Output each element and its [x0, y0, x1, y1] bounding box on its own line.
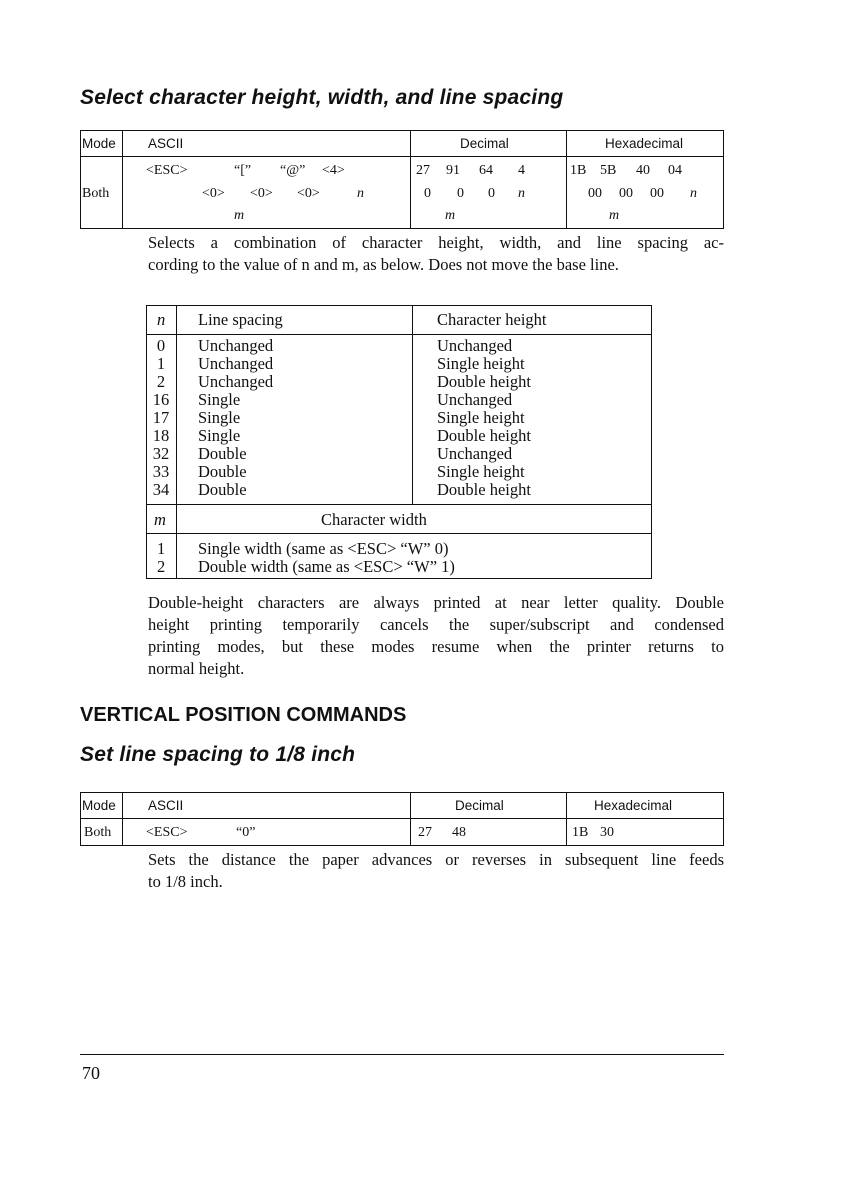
note-paragraph — [148, 592, 724, 680]
page-number: 70 — [82, 1063, 100, 1083]
hex-code: n — [690, 186, 697, 201]
column-divider — [412, 305, 413, 504]
decimal-code: n — [518, 186, 525, 201]
hex-code: 30 — [600, 825, 614, 840]
n-value: 33 — [152, 462, 170, 481]
mode-value: Both — [84, 825, 112, 840]
character-height-value: Double height — [437, 480, 531, 499]
column-divider — [176, 305, 177, 579]
hex-code: 04 — [668, 163, 682, 178]
header-ascii: ASCII — [148, 798, 184, 813]
description-line: cording to the value of n and m, as below. Does not move the base line. — [148, 255, 619, 274]
character-width-value: Single width (same as <ESC> “W” 0) — [198, 539, 449, 558]
character-height-value: Single height — [437, 408, 525, 427]
header-n: n — [157, 310, 166, 329]
command-description — [148, 232, 724, 276]
decimal-code: 0 — [424, 186, 431, 201]
header-decimal: Decimal — [460, 136, 509, 151]
column-divider — [410, 130, 411, 229]
n-value: 2 — [156, 372, 166, 391]
header-divider — [146, 334, 652, 335]
decimal-code: 4 — [518, 163, 525, 178]
decimal-code: m — [445, 208, 456, 223]
footer-rule — [80, 1054, 724, 1055]
line-spacing-value: Single — [198, 390, 241, 409]
ascii-code: <0> — [202, 186, 225, 201]
line-spacing-value: Unchanged — [198, 336, 274, 355]
character-height-value: Unchanged — [437, 336, 513, 355]
character-height-value: Unchanged — [437, 390, 513, 409]
description-line: Sets the distance the paper advances or reverses in subsequent line feeds — [148, 850, 724, 869]
header-hexadecimal: Hexadecimal — [594, 798, 673, 813]
header-divider — [80, 156, 724, 157]
header-m: m — [154, 510, 166, 529]
ascii-code: “[” — [234, 163, 252, 178]
decimal-code: 0 — [457, 186, 464, 201]
header-hexadecimal: Hexadecimal — [605, 136, 684, 151]
column-divider — [122, 130, 123, 229]
ascii-code: “0” — [236, 825, 256, 840]
header-character-height: Character height — [437, 310, 547, 329]
description-line: to 1/8 inch. — [148, 872, 223, 891]
hex-code: 1B — [570, 163, 587, 178]
header-divider — [146, 533, 652, 534]
ascii-code: <ESC> — [146, 163, 188, 178]
section-title: Select character height, width, and line spacing — [80, 86, 564, 109]
n-value: 1 — [156, 354, 166, 373]
decimal-code: 48 — [452, 825, 466, 840]
hex-code: 00 — [650, 186, 664, 201]
column-divider — [122, 792, 123, 846]
m-value: 2 — [157, 557, 166, 576]
hex-code: 5B — [600, 163, 617, 178]
line-spacing-value: Double — [198, 462, 247, 481]
note-line: printing modes, but these modes resume when the printer returns to — [148, 637, 724, 656]
mode-value: Both — [82, 186, 110, 201]
character-height-value: Double height — [437, 426, 531, 445]
hex-code: 00 — [619, 186, 633, 201]
header-decimal: Decimal — [455, 798, 504, 813]
hex-code: 00 — [588, 186, 602, 201]
section-divider — [146, 504, 652, 505]
n-value: 32 — [152, 444, 170, 463]
m-value: 1 — [157, 539, 166, 558]
line-spacing-value: Unchanged — [198, 354, 274, 373]
header-mode: Mode — [82, 798, 116, 813]
n-value: 17 — [152, 408, 170, 427]
ascii-code: <4> — [322, 163, 345, 178]
command-description — [148, 849, 724, 893]
note-line: height printing temporarily cancels the super/subscript and condensed — [148, 615, 724, 634]
note-line: normal height. — [148, 659, 245, 678]
n-value: 16 — [152, 390, 170, 409]
section-heading: VERTICAL POSITION COMMANDS — [80, 704, 407, 726]
column-divider — [566, 130, 567, 229]
decimal-code: 64 — [479, 163, 493, 178]
ascii-code: <ESC> — [146, 825, 188, 840]
line-spacing-value: Double — [198, 480, 247, 499]
hex-code: 40 — [636, 163, 650, 178]
ascii-code: “@” — [280, 163, 306, 178]
header-character-width: Character width — [321, 510, 427, 529]
decimal-code: 27 — [418, 825, 432, 840]
description-line: Selects a combination of character height, width, and line spacing ac- — [148, 233, 724, 252]
header-divider — [80, 818, 724, 819]
hex-code: m — [609, 208, 620, 223]
decimal-code: 91 — [446, 163, 460, 178]
ascii-code: <0> — [250, 186, 273, 201]
character-height-value: Single height — [437, 462, 525, 481]
decimal-code: 0 — [488, 186, 495, 201]
character-height-value: Single height — [437, 354, 525, 373]
line-spacing-value: Single — [198, 408, 241, 427]
hex-code: 1B — [572, 825, 589, 840]
ascii-code: <0> — [297, 186, 320, 201]
note-line: Double-height characters are always printed at near letter quality. Double — [148, 593, 724, 612]
n-value: 0 — [156, 336, 166, 355]
header-mode: Mode — [82, 136, 116, 151]
line-spacing-value: Double — [198, 444, 247, 463]
character-width-value: Double width (same as <ESC> “W” 1) — [198, 557, 455, 576]
character-height-value: Double height — [437, 372, 531, 391]
header-ascii: ASCII — [148, 136, 184, 151]
column-divider — [410, 792, 411, 846]
character-height-value: Unchanged — [437, 444, 513, 463]
line-spacing-value: Single — [198, 426, 241, 445]
column-divider — [566, 792, 567, 846]
ascii-code: m — [234, 208, 245, 223]
n-value: 34 — [152, 480, 170, 499]
ascii-code: n — [357, 186, 364, 201]
line-spacing-value: Unchanged — [198, 372, 274, 391]
header-line-spacing: Line spacing — [198, 310, 283, 329]
n-value: 18 — [152, 426, 170, 445]
decimal-code: 27 — [416, 163, 430, 178]
command-title: Set line spacing to 1/8 inch — [80, 743, 356, 766]
